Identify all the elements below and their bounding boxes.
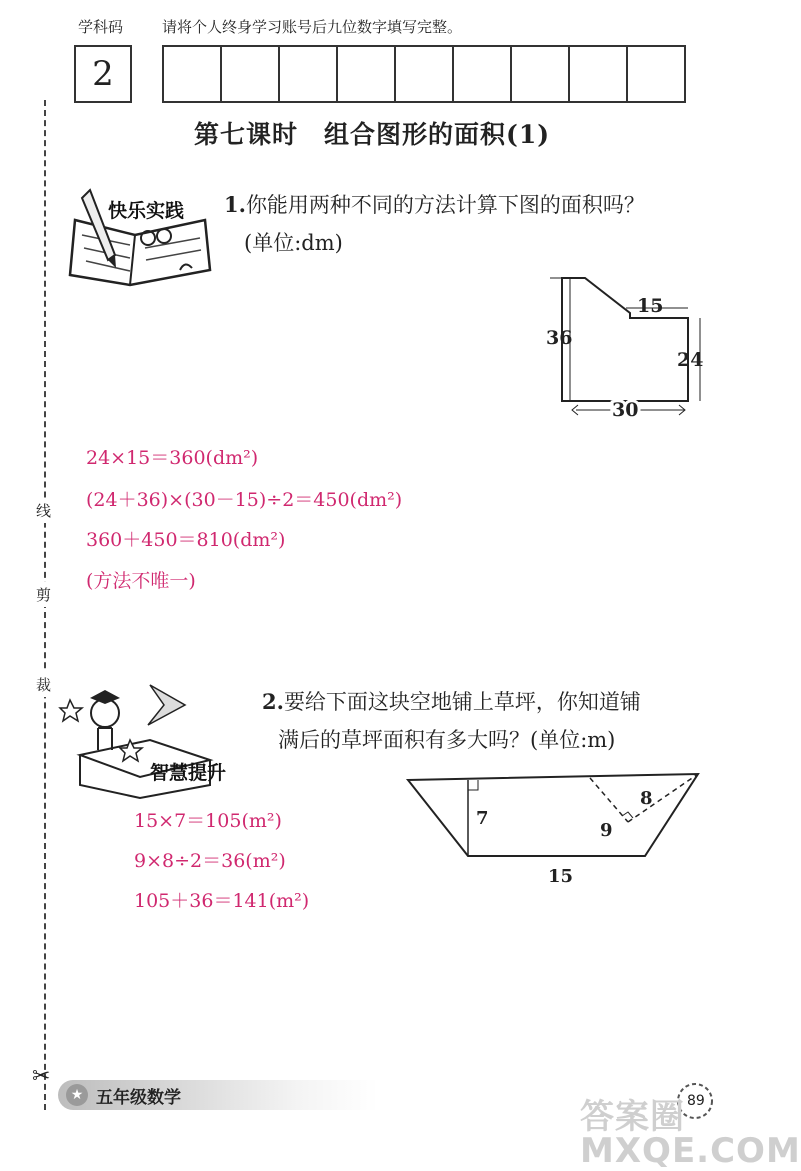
answer-1-line: (24＋36)×(30－15)÷2＝450(dm²) <box>86 489 403 511</box>
lesson-title: 第七课时 组合图形的面积(1) <box>194 120 551 149</box>
figure-label-24: 24 <box>677 349 704 371</box>
account-digit-box[interactable] <box>164 47 222 101</box>
question-1-line2: (单位:dm) <box>244 231 343 255</box>
account-digit-box[interactable] <box>512 47 570 101</box>
account-instruction: 请将个人终身学习账号后九位数字填写完整。 <box>162 18 463 36</box>
figure-trapezoid-triangle <box>400 768 710 888</box>
answer-2-line: 105＋36＝141(m²) <box>134 890 310 912</box>
account-digit-box[interactable] <box>396 47 454 101</box>
answer-2-line: 9×8÷2＝36(m²) <box>134 850 286 872</box>
question-2 <box>262 683 641 759</box>
answer-1-line: 24×15＝360(dm²) <box>86 447 259 469</box>
cut-line-char: 线 <box>36 498 51 523</box>
subject-code-value: 2 <box>92 54 114 94</box>
subject-code-box <box>74 45 132 103</box>
subject-code-label: 学科码 <box>78 18 124 36</box>
section-badge-challenge: 智慧提升 <box>150 762 227 784</box>
answer-2-line: 15×7＝105(m²) <box>134 810 282 832</box>
footer-grade-label: 五年级数学 <box>96 1088 181 1108</box>
question-1-line1: 你能用两种不同的方法计算下图的面积吗？ <box>245 193 645 217</box>
account-digit-box[interactable] <box>338 47 396 101</box>
account-digit-boxes[interactable] <box>162 45 686 103</box>
account-digit-box[interactable] <box>280 47 338 101</box>
figure-label-9: 9 <box>600 820 613 841</box>
question-1-number: 1. <box>224 192 246 217</box>
account-digit-box[interactable] <box>628 47 686 101</box>
figure-label-30: 30 <box>612 399 639 421</box>
figure-label-36: 36 <box>546 327 573 349</box>
figure-label-15: 15 <box>548 866 574 887</box>
question-2-line1: 要给下面这块空地铺上草坪，你知道铺 <box>283 690 641 714</box>
question-1 <box>224 186 645 262</box>
answer-1-line: 360＋450＝810(dm²) <box>86 529 286 551</box>
star-icon: ★ <box>66 1084 88 1106</box>
answer-1-line: (方法不唯一) <box>86 570 196 592</box>
cut-line-char: 剪 <box>36 582 51 607</box>
figure-label-8: 8 <box>640 788 653 809</box>
question-2-line2: 满后的草坪面积有多大吗？(单位:m) <box>278 728 616 752</box>
question-2-number: 2. <box>262 689 284 714</box>
figure-trapezoid-rectangle <box>540 268 710 428</box>
page-number: 89 <box>687 1093 705 1109</box>
scissors-icon: ✂ <box>32 1064 51 1089</box>
account-digit-box[interactable] <box>454 47 512 101</box>
figure-label-15: 15 <box>637 295 664 317</box>
cut-line-char: 裁 <box>36 672 51 697</box>
figure-label-7: 7 <box>476 808 489 829</box>
watermark-logo: 答案圈 MXQE.COM <box>580 1097 801 1171</box>
section-badge-practice: 快乐实践 <box>108 200 185 222</box>
account-digit-box[interactable] <box>222 47 280 101</box>
account-digit-box[interactable] <box>570 47 628 101</box>
